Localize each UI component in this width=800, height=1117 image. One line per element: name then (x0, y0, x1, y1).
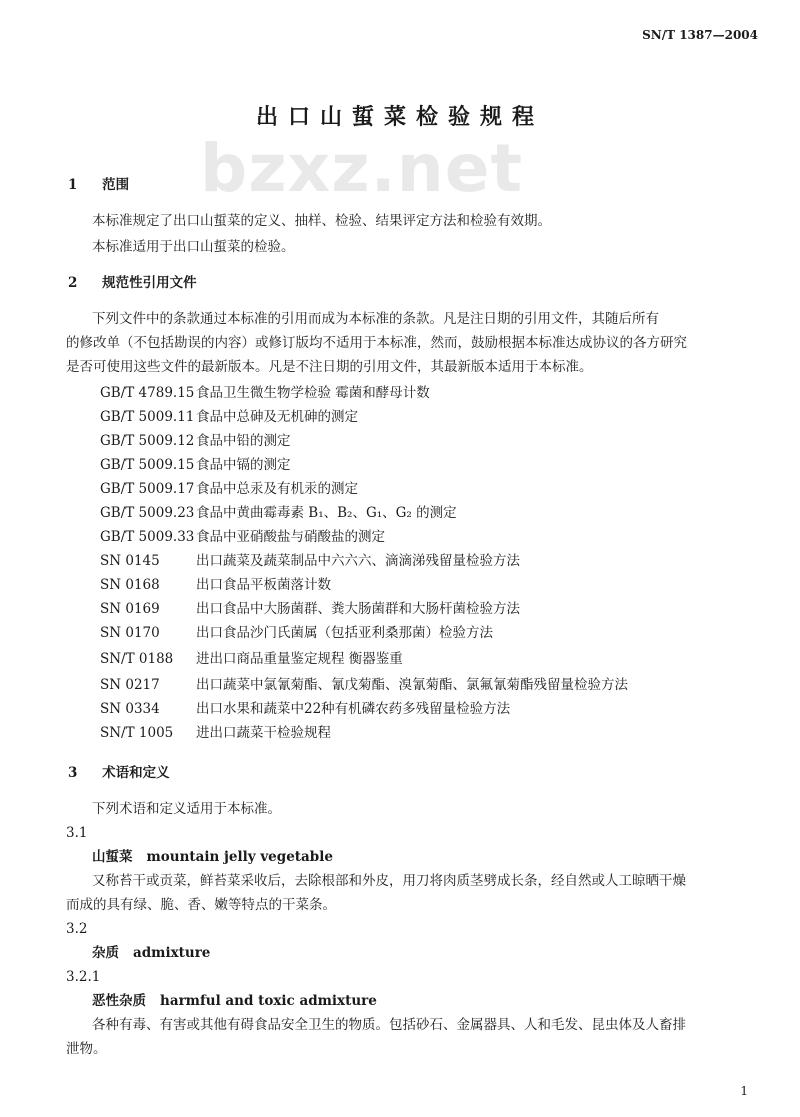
term-definition: 泄物。 (66, 1041, 107, 1057)
paragraph: 下列文件中的条款通过本标准的引用而成为本标准的条款。凡是注日期的引用文件，其随后所有 (92, 311, 659, 327)
section-title: 术语和定义 (102, 765, 170, 781)
term-definition: 各种有毒、有害或其他有碍食品安全卫生的物质。包括砂石、金属器具、人和毛发、昆虫体及人畜排 (92, 1017, 686, 1033)
reference-title: 出口水果和蔬菜中22种有机磷农药多残留量检验方法 (196, 701, 511, 717)
term-number: 3.2 (66, 921, 88, 937)
reference-code: GB/T 5009.12 (100, 433, 195, 449)
paragraph: 本标准规定了出口山蜇菜的定义、抽样、检验、结果评定方法和检验有效期。 (92, 213, 551, 229)
standard-code: SN/T 1387—2004 (642, 28, 758, 42)
paragraph: 的修改单（不包括勘误的内容）或修订版均不适用于本标准，然而，鼓励根据本标准达成协议的各方研究 (66, 335, 687, 351)
reference-code: SN 0217 (100, 677, 160, 693)
reference-title: 出口食品沙门氏菌属（包括亚利桑那菌）检验方法 (196, 625, 493, 641)
reference-title: 食品中镉的测定 (196, 457, 291, 473)
reference-item (100, 528, 385, 546)
section-number: 1 (68, 177, 78, 193)
term-entry (92, 944, 210, 962)
term-number: 3.1 (66, 825, 88, 841)
section-number: 3 (68, 765, 78, 781)
reference-title: 进出口蔬菜干检验规程 (196, 725, 331, 741)
page-title: 出口山蜇菜检验规程 (255, 104, 544, 130)
term-entry (92, 992, 377, 1010)
reference-title: 食品中亚硝酸盐与硝酸盐的测定 (196, 529, 385, 545)
paragraph: 本标准适用于出口山蜇菜的检验。 (92, 239, 295, 255)
term-definition: 又称苔干或贡菜，鲜苔菜采收后，去除根部和外皮，用刀将肉质茎劈成长条，经自然或人工晾晒干燥 (92, 873, 686, 889)
reference-code: GB/T 5009.17 (100, 481, 195, 497)
paragraph: 下列术语和定义适用于本标准。 (92, 801, 281, 817)
reference-code: GB/T 4789.15 (100, 385, 195, 401)
section-title: 范围 (102, 177, 130, 193)
reference-title: 出口蔬菜及蔬菜制品中六六六、滴滴涕残留量检验方法 (196, 553, 520, 569)
reference-code: SN 0168 (100, 577, 160, 593)
reference-title: 出口食品平板菌落计数 (196, 577, 331, 593)
term-entry (92, 848, 333, 866)
reference-item (100, 432, 291, 450)
reference-title: 食品中铅的测定 (196, 433, 291, 449)
reference-item (100, 456, 291, 474)
term-definition: 而成的具有绿、脆、香、嫩等特点的干菜条。 (66, 897, 336, 913)
reference-item (100, 600, 520, 618)
reference-title: 食品卫生微生物学检验 霉菌和酵母计数 (196, 385, 430, 401)
reference-item (100, 504, 457, 522)
reference-item (100, 650, 403, 668)
section-3-heading (68, 764, 170, 782)
term-name: 山蜇菜 (92, 849, 133, 865)
reference-title: 出口蔬菜中氯氰菊酯、氰戊菊酯、溴氰菊酯、氯氟氰菊酯残留量检验方法 (196, 677, 628, 693)
section-number: 2 (68, 275, 78, 291)
reference-title: 食品中总砷及无机砷的测定 (196, 409, 358, 425)
reference-code: GB/T 5009.23 (100, 505, 195, 521)
reference-code: GB/T 5009.15 (100, 457, 195, 473)
reference-item (100, 676, 628, 694)
reference-item (100, 480, 358, 498)
paragraph: 是否可使用这些文件的最新版本。凡是不注日期的引用文件，其最新版本适用于本标准。 (66, 359, 593, 375)
reference-item (100, 384, 430, 402)
reference-code: SN/T 1005 (100, 725, 174, 741)
reference-title: 食品中黄曲霉毒素 B₁、B₂、G₁、G₂ 的测定 (196, 505, 457, 521)
reference-code: GB/T 5009.33 (100, 529, 195, 545)
reference-item (100, 724, 331, 742)
section-1-heading (68, 176, 129, 194)
reference-code: SN 0334 (100, 701, 160, 717)
reference-title: 进出口商品重量鉴定规程 衡器鉴重 (196, 651, 403, 667)
page-number: 1 (740, 1084, 748, 1098)
section-2-heading (68, 274, 197, 292)
reference-code: SN/T 0188 (100, 651, 174, 667)
term-english: mountain jelly vegetable (146, 849, 333, 865)
reference-code: GB/T 5009.11 (100, 409, 195, 425)
watermark: bzxz.net (200, 130, 524, 207)
reference-code: SN 0170 (100, 625, 160, 641)
term-english: harmful and toxic admixture (160, 993, 377, 1009)
reference-code: SN 0169 (100, 601, 160, 617)
reference-title: 食品中总汞及有机汞的测定 (196, 481, 358, 497)
term-name: 恶性杂质 (92, 993, 146, 1009)
reference-item (100, 624, 493, 642)
reference-title: 出口食品中大肠菌群、粪大肠菌群和大肠杆菌检验方法 (196, 601, 520, 617)
reference-item (100, 408, 358, 426)
reference-item (100, 576, 331, 594)
reference-item (100, 552, 520, 570)
term-english: admixture (133, 945, 211, 961)
section-title: 规范性引用文件 (102, 275, 197, 291)
reference-item (100, 700, 510, 718)
term-name: 杂质 (92, 945, 119, 961)
reference-code: SN 0145 (100, 553, 160, 569)
term-number: 3.2.1 (66, 969, 101, 985)
